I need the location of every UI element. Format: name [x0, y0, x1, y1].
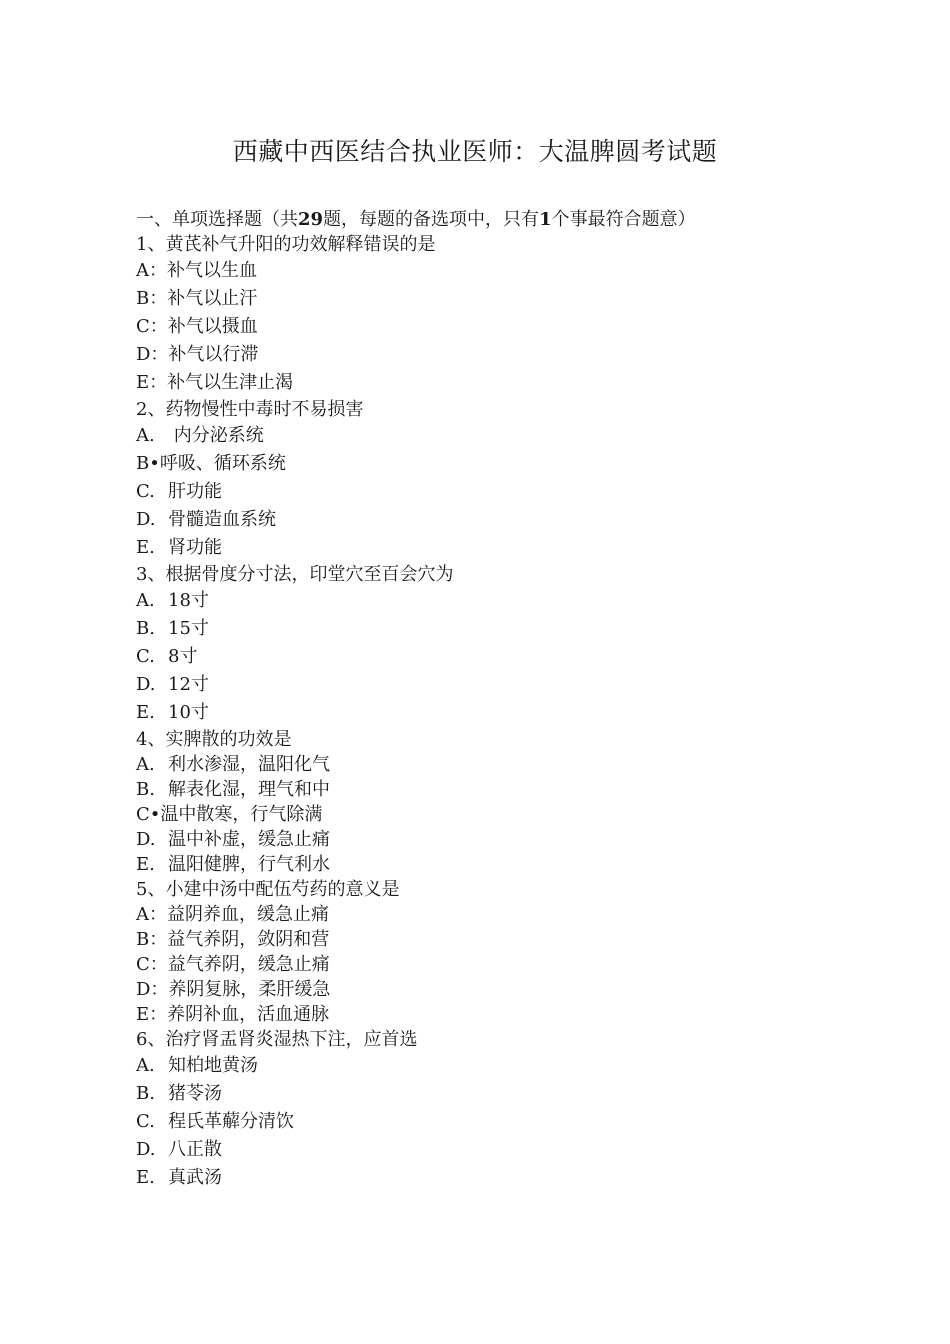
- q5-option-a: A：益阴养血，缓急止痛: [136, 904, 329, 925]
- q2-option-b: B•呼吸、循环系统: [136, 453, 286, 474]
- q2-option-e: E. 肾功能: [136, 537, 222, 558]
- q3-option-a: A. 18寸: [136, 590, 209, 611]
- q1-option-e: E：补气以生津止渴: [136, 372, 294, 393]
- q1-option-a: A：补气以生血: [136, 260, 257, 281]
- question-3-stem: 3、根据骨度分寸法，印堂穴至百会穴为: [136, 564, 454, 585]
- question-1-stem: 1、黄芪补气升阳的功效解释错误的是: [136, 234, 436, 255]
- question-4-stem: 4、实脾散的功效是: [136, 729, 292, 750]
- question-2-stem: 2、药物慢性中毒时不易损害: [136, 399, 364, 420]
- q3-option-c: C. 8寸: [136, 646, 198, 667]
- q1-option-b: B：补气以止汗: [136, 288, 258, 309]
- q4-option-d: D. 温中补虚，缓急止痛: [136, 829, 330, 850]
- q1-option-c: C：补气以摄血: [136, 316, 258, 337]
- section-heading: 一、单项选择题（共29题，每题的备选项中，只有1个事最符合题意）: [136, 209, 696, 230]
- q3-option-d: D. 12寸: [136, 674, 209, 695]
- q2-option-a: A. 内分泌系统: [136, 425, 264, 446]
- q4-option-a: A. 利水渗湿，温阳化气: [136, 754, 330, 775]
- q6-option-c: C. 程氏革薢分清饮: [136, 1111, 294, 1132]
- q4-option-e: E. 温阳健脾，行气利水: [136, 854, 330, 875]
- q4-option-c: C•温中散寒，行气除满: [136, 804, 323, 825]
- q5-option-d: D：养阴复脉，柔肝缓急: [136, 979, 331, 1000]
- q6-option-b: B. 猪苓汤: [136, 1083, 222, 1104]
- question-5-stem: 5、小建中汤中配伍芍药的意义是: [136, 879, 400, 900]
- document-title: 西藏中西医结合执业医师：大温脾圆考试题: [232, 137, 718, 166]
- q3-option-e: E. 10寸: [136, 702, 209, 723]
- question-6-stem: 6、治疗肾盂肾炎湿热下注，应首选: [136, 1029, 418, 1050]
- q1-option-d: D：补气以行滞: [136, 344, 259, 365]
- q2-option-d: D. 骨髓造血系统: [136, 509, 276, 530]
- q2-option-c: C. 肝功能: [136, 481, 222, 502]
- q5-option-b: B：益气养阴，敛阴和营: [136, 929, 330, 950]
- q5-option-c: C：益气养阴，缓急止痛: [136, 954, 330, 975]
- q6-option-e: E. 真武汤: [136, 1167, 222, 1188]
- document-body: [136, 207, 836, 1192]
- q4-option-b: B. 解表化湿，理气和中: [136, 779, 330, 800]
- q3-option-b: B. 15寸: [136, 618, 209, 639]
- q6-option-d: D. 八正散: [136, 1139, 222, 1160]
- q6-option-a: A. 知柏地黄汤: [136, 1055, 258, 1076]
- q5-option-e: E：养阴补血，活血通脉: [136, 1004, 330, 1025]
